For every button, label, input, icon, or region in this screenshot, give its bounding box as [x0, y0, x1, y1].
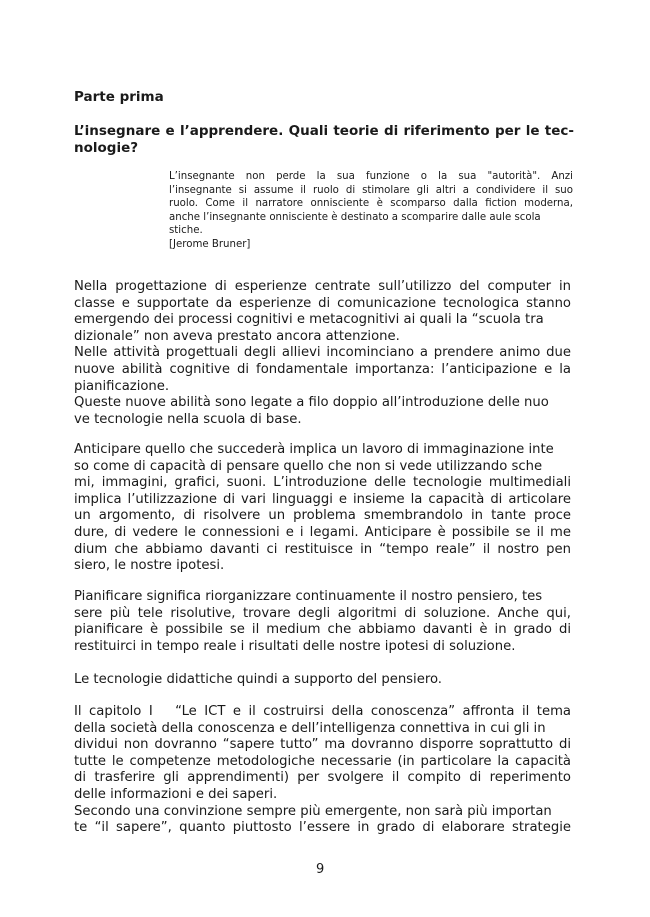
- text-line: dium che abbiamo davanti ci restituisce in “tempo reale” il nostro pen: [74, 541, 571, 557]
- text-line: dizionale” non aveva prestato ancora attenzione.: [74, 328, 400, 344]
- page-number: 9: [316, 862, 325, 877]
- chapter-title: [74, 123, 574, 157]
- epigraph: [169, 170, 573, 252]
- text-line: Nelle attività progettuali degli allievi incominciano a prendere animo due: [74, 345, 571, 361]
- text-line: classe e supportate da esperienze di comunicazione tecnologica stanno: [74, 295, 571, 311]
- text-line: Pianificare significa riorganizzare continuamente il nostro pensiero, tes: [74, 589, 543, 604]
- text-line: mi, immagini, grafici, suoni. L’introduzione delle tecnologie multimediali: [74, 475, 571, 491]
- part-title: Parte prima: [74, 89, 164, 105]
- paragraph: [74, 279, 571, 428]
- text-line: Queste nuove abilità sono legate a filo doppio all’introduzione delle nuo: [74, 395, 549, 411]
- epigraph-line: ruolo. Come il narratore onnisciente è scomparso dalla fiction moderna,: [169, 198, 573, 210]
- text-line: della società della conoscenza e dell’intelligenza connettiva in cui gli in: [74, 720, 546, 736]
- text-line: pianificare è possibile se il medium che abbiamo davanti è in grado di: [74, 622, 571, 638]
- text-line: Anticipare quello che succederà implica un lavoro di immaginazione inte: [74, 442, 554, 457]
- text-line: Nella progettazione di esperienze centrate sull’utilizzo del computer in: [74, 279, 571, 294]
- epigraph-line: L’insegnante non perde la sua funzione o la sua "autorità". Anzi: [169, 171, 573, 182]
- text-line: dure, di vedere le connessioni e i legami. Anticipare è possibile se il me: [74, 524, 571, 540]
- text-line: restituirci in tempo reale i risultati delle nostre ipotesi di soluzione.: [74, 638, 516, 654]
- epigraph-line: stiche.: [169, 225, 203, 237]
- text-line: sere più tele risolutive, trovare degli algoritmi di soluzione. Anche qui,: [74, 605, 571, 621]
- text-line: emergendo dei processi cognitivi e metacognitivi ai quali la “scuola tra: [74, 312, 544, 328]
- text-line: dividui non dovranno “sapere tutto” ma dovranno disporre soprattutto di: [74, 737, 571, 753]
- chapter-title-line: L’insegnare e l’apprendere. Quali teorie di riferimento per le tec-: [74, 123, 574, 139]
- text-line: ve tecnologie nella scuola di base.: [74, 411, 302, 427]
- epigraph-line: l’insegnante si assume il ruolo di stimolare gli altri a condividere il suo: [169, 184, 573, 196]
- text-line: Le tecnologie didattiche quindi a supporto del pensiero.: [74, 672, 442, 687]
- epigraph-line: anche l’insegnante onnisciente è destinato a scomparire dalle aule scola: [169, 211, 541, 223]
- text-line: tutte le competenze metodologiche necessarie (in particolare la capacità: [74, 753, 571, 769]
- chapter-title-line: nologie?: [74, 140, 139, 156]
- text-line: siero, le nostre ipotesi.: [74, 558, 225, 574]
- text-line: di trasferire gli apprendimenti) per svolgere il compito di reperimento: [74, 770, 571, 786]
- paragraph: [74, 589, 571, 655]
- text-line: delle informazioni e dei saperi.: [74, 786, 278, 802]
- paragraph: [74, 672, 571, 689]
- text-line: Secondo una convinzione sempre più emergente, non sarà più importan: [74, 803, 552, 819]
- text-line: nuove abilità cognitive di fondamentale importanza: l’anticipazione e la: [74, 361, 571, 377]
- epigraph-attribution: [Jerome Bruner]: [169, 238, 251, 250]
- text-line: un argomento, di risolvere un problema smembrandolo in tante proce: [74, 508, 571, 524]
- text-line: so come di capacità di pensare quello che non si vede utilizzando sche: [74, 458, 543, 474]
- text-line: Il capitolo I “Le ICT e il costruirsi della conoscenza” affronta il tema: [74, 704, 571, 719]
- paragraph: [74, 704, 571, 837]
- paragraph: [74, 442, 571, 575]
- text-line: te “il sapere”, quanto piuttosto l’essere in grado di elaborare strategie: [74, 820, 571, 836]
- text-line: implica l’utilizzazione di vari linguaggi e insieme la capacità di articolare: [74, 491, 571, 507]
- text-line: pianificazione.: [74, 378, 170, 394]
